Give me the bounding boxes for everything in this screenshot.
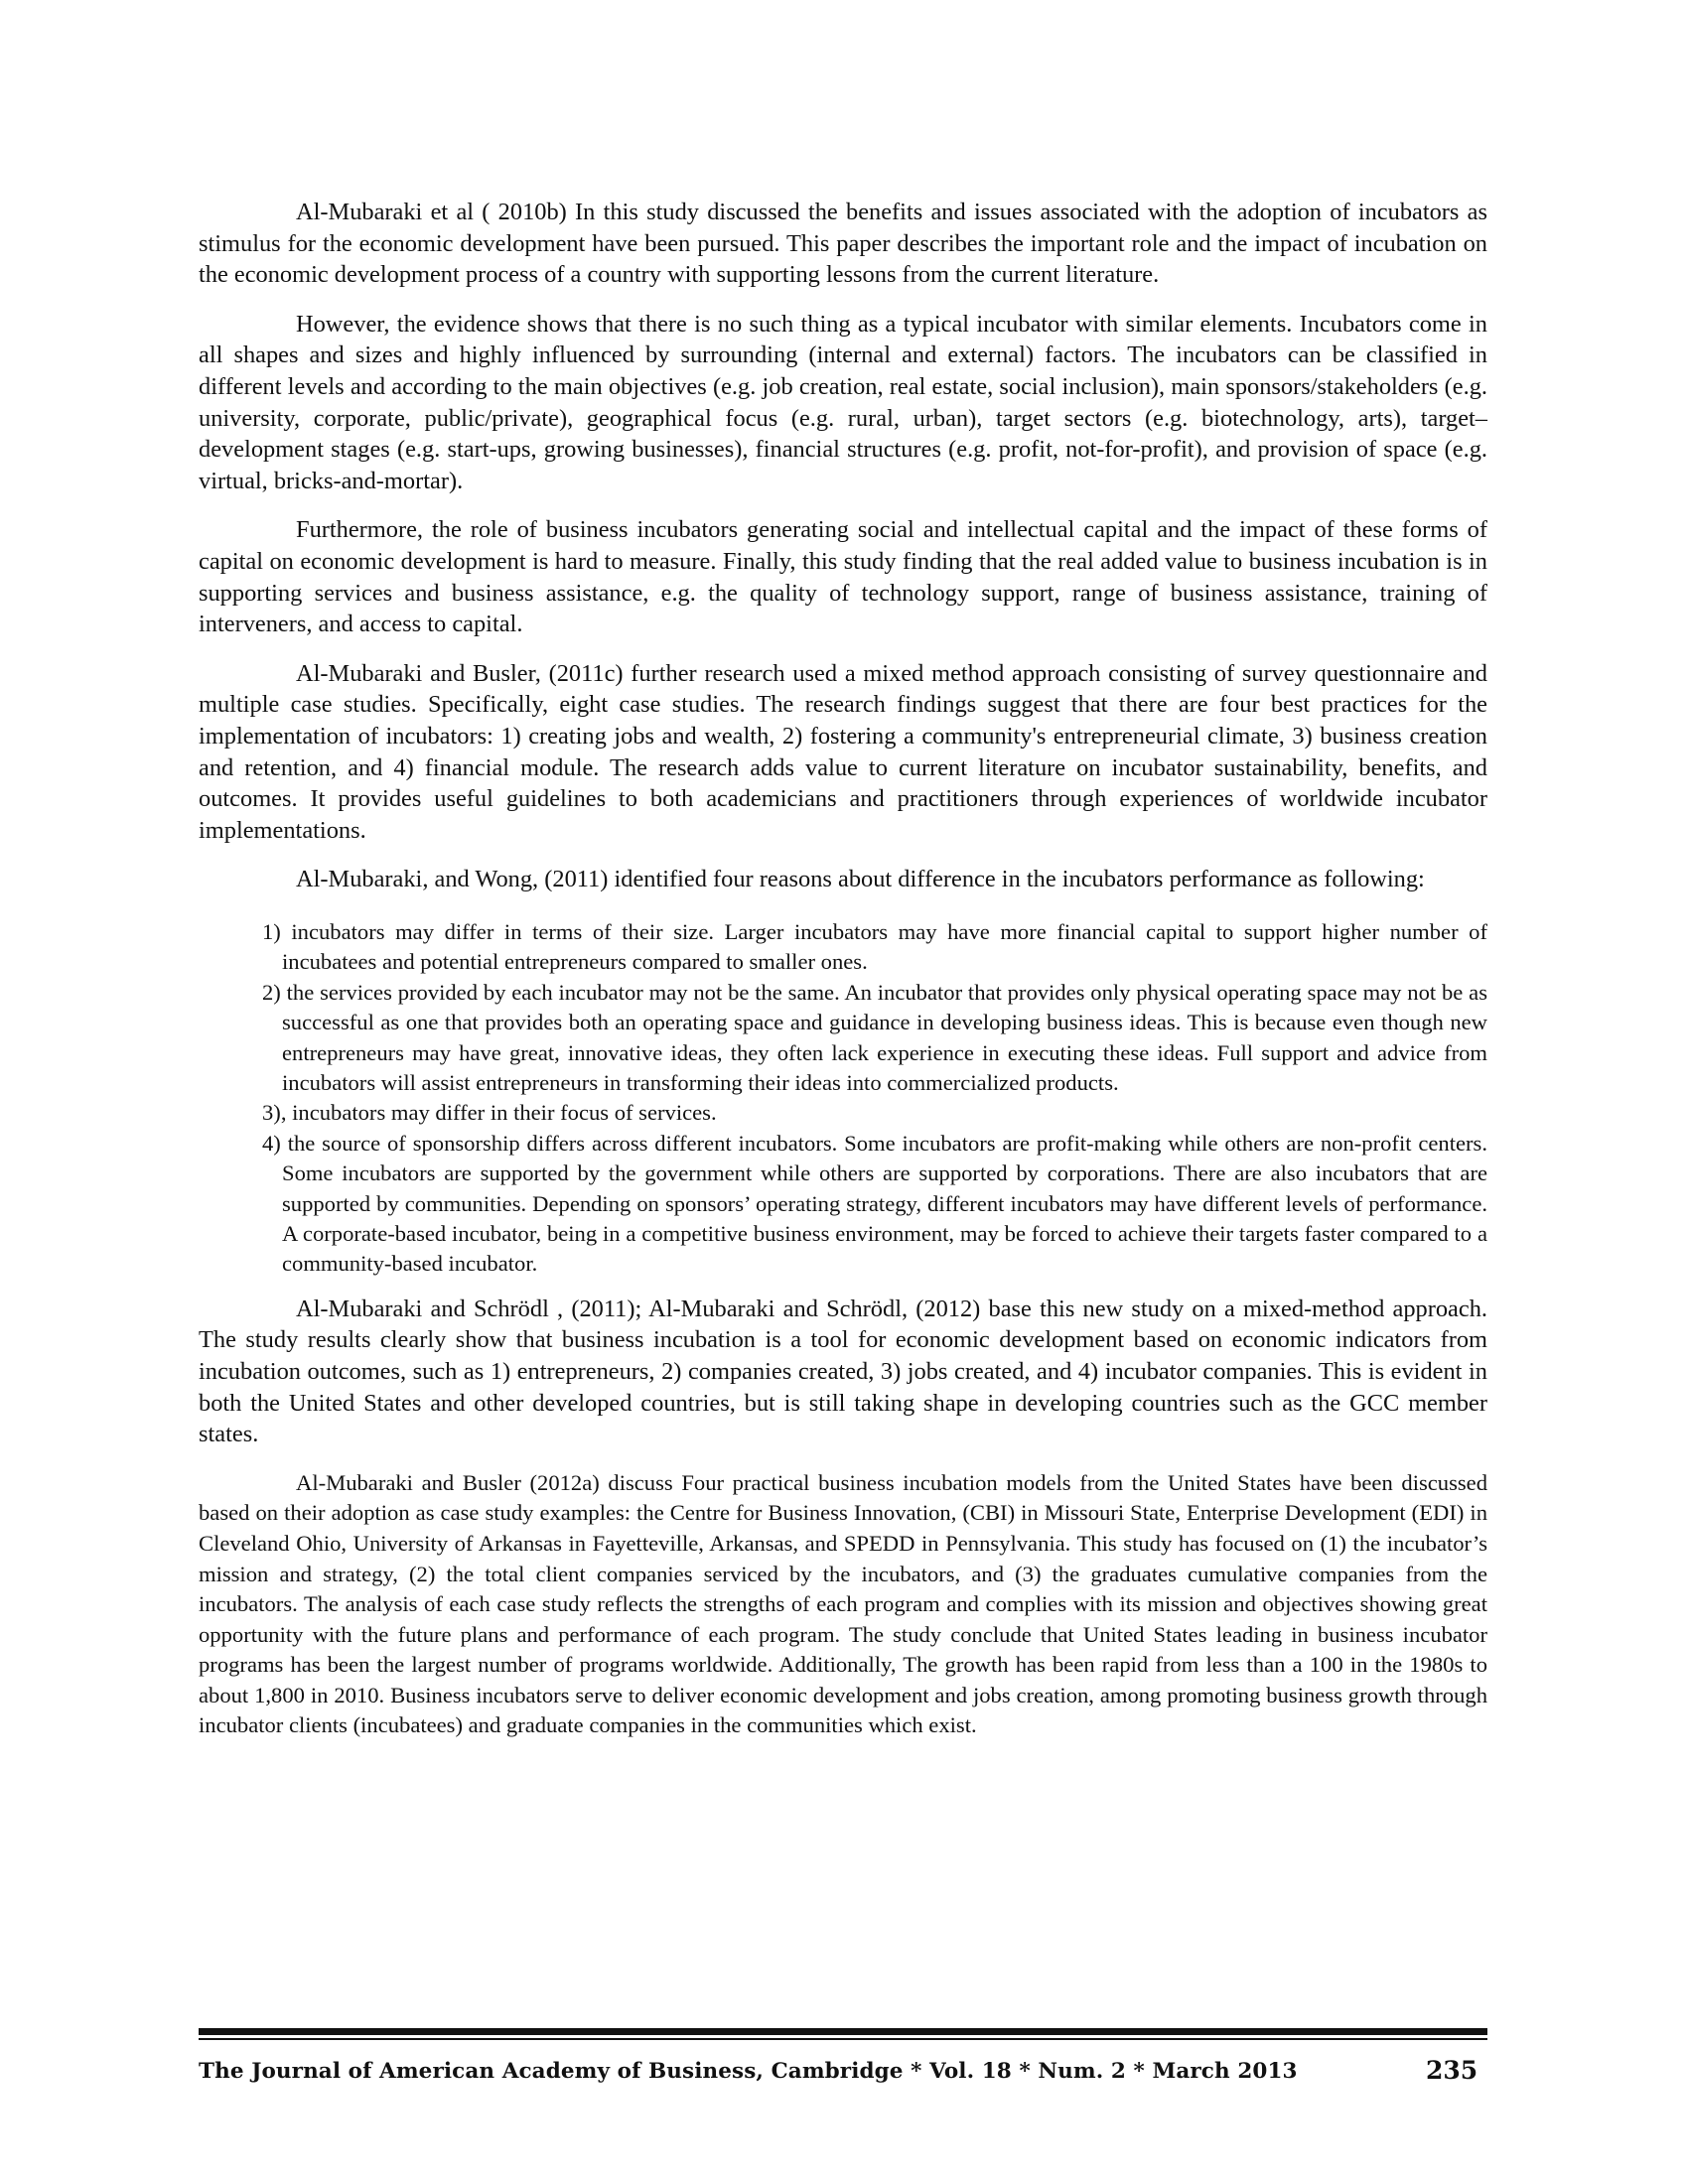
paragraph-busler-2012a: Al-Mubaraki and Busler (2012a) discuss Four practical business incubation models from the United States have been discussed based on their adoption as case study examples: the Centre for Business Innovation, (CBI) in Missouri State, Enterprise Development (EDI) in Cleveland Ohio, University of Arkansas in Fayetteville, Arkansas, and SPEDD in Pennsylvania. This study has focused on (1) the incubator’s mission and strategy, (2) the total client companies serviced by the incubators, and (3) the graduates cumulative companies from the incubators. The analysis of each case study reflects the strengths of each program and complies with its mission and objectives showing great opportunity with the future plans and performance of each program. The study conclude that United States leading in business incubator programs has been the largest number of programs worldwide. Additionally, The growth has been rapid from less than a 100 in the 1980s to about 1,800 in 2010. Business incubators serve to deliver economic development and jobs creation, among promoting business growth through incubator clients (incubatees) and graduate companies in the communities which exist.	[199, 1469, 1487, 1738]
page-number: 235	[1426, 2056, 1478, 2085]
list-item: 4) the source of sponsorship differs across different incubators. Some incubators are profit-making while others are non-profit centers. Some incubators are supported by the government while others are supported by corporations. There are also incubators that are supported by communities. Depending on sponsors’ operating strategy, different incubators may have different levels of performance. A corporate-based incubator, being in a competitive business environment, may be forced to achieve their targets faster compared to a community-based incubator.	[262, 1130, 1487, 1277]
paragraph-schrodl: Al-Mubaraki and Schrödl , (2011); Al-Mubaraki and Schrödl, (2012) base this new study on a mixed-method approach. The study results clearly show that business incubation is a tool for economic development based on economic indicators from incubation outcomes, such as 1) entrepreneurs, 2) companies created, 3) jobs created, and 4) incubator companies. This is evident in both the United States and other developed countries, but is still taking shape in developing countries such as the GCC member states.	[199, 1295, 1487, 1448]
paragraph-al-mubaraki-2010b: Al-Mubaraki et al ( 2010b) In this study discussed the benefits and issues associated with the adoption of incubators as stimulus for the economic development have been pursued. This paper describes the important role and the impact of incubation on the economic development process of a country with supporting lessons from the current literature.	[199, 199, 1487, 289]
list-item: 1) incubators may differ in terms of their size. Larger incubators may have more financial capital to support higher number of incubatees and potential entrepreneurs compared to smaller ones.	[262, 918, 1487, 975]
list-item: 3), incubators may differ in their focus of services.	[262, 1100, 717, 1126]
article-body	[199, 197, 1487, 1741]
journal-citation: The Journal of American Academy of Business, Cambridge * Vol. 18 * Num. 2 * March 2013	[199, 2059, 1298, 2084]
list-item: 2) the services provided by each incubator may not be the same. An incubator that provides only physical operating space may not be as successful as one that provides both an operating space and guidance in developing business ideas. This is because even though new entrepreneurs may have great, innovative ideas, they often lack experience in executing these ideas. Full support and advice from incubators will assist entrepreneurs in transforming their ideas into commercialized products.	[262, 979, 1487, 1095]
footer-divider	[199, 2028, 1487, 2035]
reasons-list	[199, 917, 1487, 1280]
paragraph-busler-2011c: Al-Mubaraki and Busler, (2011c) further research used a mixed method approach consisting of survey questionnaire and multiple case studies. Specifically, eight case studies. The research findings suggest that there are four best practices for the implementation of incubators: 1) creating jobs and wealth, 2) fostering a community's entrepreneurial climate, 3) business creation and retention, and 4) financial module. The research adds value to current literature on incubator sustainability, benefits, and outcomes. It provides useful guidelines to both academicians and practitioners through experiences of worldwide incubator implementations.	[199, 659, 1487, 844]
paragraph-social-intellectual-capital: Furthermore, the role of business incubators generating social and intellectual capital and the impact of these forms of capital on economic development is hard to measure. Finally, this study finding that the real added value to business incubation is in supporting services and business assistance, e.g. the quality of technology support, range of business assistance, training of interveners, and access to capital.	[199, 516, 1487, 638]
footer-divider-thin	[199, 2038, 1487, 2040]
paragraph-wong-2011: Al-Mubaraki, and Wong, (2011) identified four reasons about difference in the incubators performance as following:	[296, 866, 1425, 893]
paragraph-typical-incubator: However, the evidence shows that there is no such thing as a typical incubator with similar elements. Incubators come in all shapes and sizes and highly influenced by surrounding (internal and external) factors. The incubators can be classified in different levels and according to the main objectives (e.g. job creation, real estate, social inclusion), main sponsors/stakeholders (e.g. university, corporate, public/private), geographical focus (e.g. rural, urban), target sectors (e.g. biotechnology, arts), target–development stages (e.g. start-ups, growing businesses), financial structures (e.g. profit, not-for-profit), and provision of space (e.g. virtual, bricks-and-mortar).	[199, 310, 1487, 494]
